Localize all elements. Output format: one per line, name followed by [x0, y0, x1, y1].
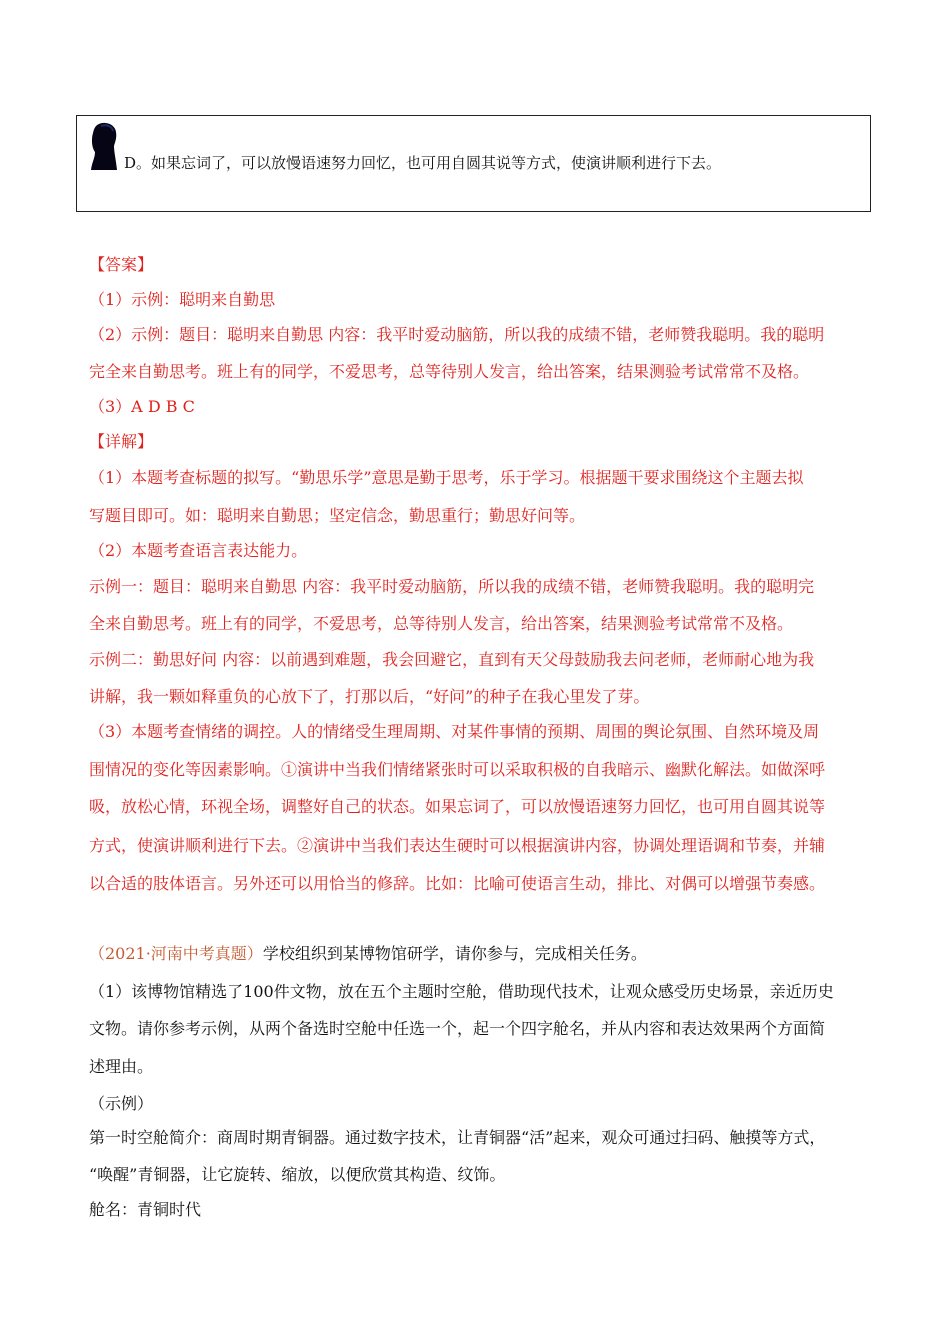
detail-line: 全来自勤思考。班上有的同学，不爱思考，总等待别人发言，给出答案，结果测验考试常常不及格。 — [89, 614, 794, 633]
answer-line: （2）示例：题目：聪明来自勤思 内容：我平时爱动脑筋，所以我的成绩不错，老师赞我聪明。我的聪明 — [89, 325, 825, 344]
option-box — [76, 115, 871, 212]
answer-line: （3）A D B C — [89, 397, 195, 416]
detail-line: 写题目即可。如：聪明来自勤思；坚定信念，勤思重行；勤思好问等。 — [89, 506, 586, 525]
question-intro: 学校组织到某博物馆研学，请你参与，完成相关任务。 — [262, 944, 647, 963]
answer-heading: 【答案】 — [89, 255, 154, 274]
question-line: （示例） — [89, 1094, 154, 1113]
detail-line: 示例二：勤思好问 内容：以前遇到难题，我会回避它，直到有天父母鼓励我去问老师，老师耐心地为我 — [89, 650, 815, 669]
question-line: 文物。请你参考示例，从两个备选时空舱中任选一个，起一个四字舱名，并从内容和表达效果两个方面简 — [89, 1019, 826, 1038]
detail-line: 示例一：题目：聪明来自勤思 内容：我平时爱动脑筋，所以我的成绩不错，老师赞我聪明。我的聪明完 — [89, 577, 815, 596]
question-intro-line — [89, 944, 647, 964]
option-d-text: D。如果忘词了，可以放慢语速努力回忆，也可用自圆其说等方式，使演讲顺利进行下去。 — [124, 154, 722, 172]
answer-line: 完全来自勤思考。班上有的同学，不爱思考，总等待别人发言，给出答案，结果测验考试常常不及格。 — [89, 362, 810, 381]
question-line: （1）该博物馆精选了100件文物，放在五个主题时空舱，借助现代技术，让观众感受历史场景，亲近历史 — [89, 982, 834, 1001]
question-line: 述理由。 — [89, 1057, 154, 1076]
answer-line: （1）示例：聪明来自勤思 — [89, 290, 276, 309]
question-source: （2021·河南中考真题） — [89, 944, 263, 963]
detail-line: 方式，使演讲顺利进行下去。②演讲中当我们表达生硬时可以根据演讲内容，协调处理语调和节奏，并辅 — [89, 836, 826, 855]
question-line: “唤醒”青铜器，让它旋转、缩放，以便欣赏其构造、纹饰。 — [89, 1165, 506, 1184]
detail-line: 吸，放松心情，环视全场，调整好自己的状态。如果忘词了，可以放慢语速努力回忆，也可用自圆其说等 — [89, 797, 826, 816]
detail-heading: 【详解】 — [89, 432, 154, 451]
detail-line: 讲解，我一颗如释重负的心放下了，打那以后，“好问”的种子在我心里发了芽。 — [89, 687, 650, 706]
detail-line: （2）本题考查语言表达能力。 — [89, 541, 308, 560]
detail-line: 围情况的变化等因素影响。①演讲中当我们情绪紧张时可以采取积极的自我暗示、幽默化解法。如做深呼 — [89, 760, 826, 779]
portrait-silhouette-icon — [89, 122, 119, 170]
question-line: 第一时空舱简介：商周时期青铜器。通过数字技术，让青铜器“活”起来，观众可通过扫码、触摸等方式， — [89, 1128, 826, 1147]
question-line: 舱名：青铜时代 — [89, 1200, 202, 1219]
detail-line: 以合适的肢体语言。另外还可以用恰当的修辞。比如：比喻可使语言生动，排比、对偶可以增强节奏感。 — [89, 874, 826, 893]
detail-line: （1）本题考查标题的拟写。“勤思乐学”意思是勤于思考，乐于学习。根据题干要求围绕这个主题去拟 — [89, 468, 804, 487]
detail-line: （3）本题考查情绪的调控。人的情绪受生理周期、对某件事情的预期、周围的舆论氛围、自然环境及周 — [89, 722, 820, 741]
